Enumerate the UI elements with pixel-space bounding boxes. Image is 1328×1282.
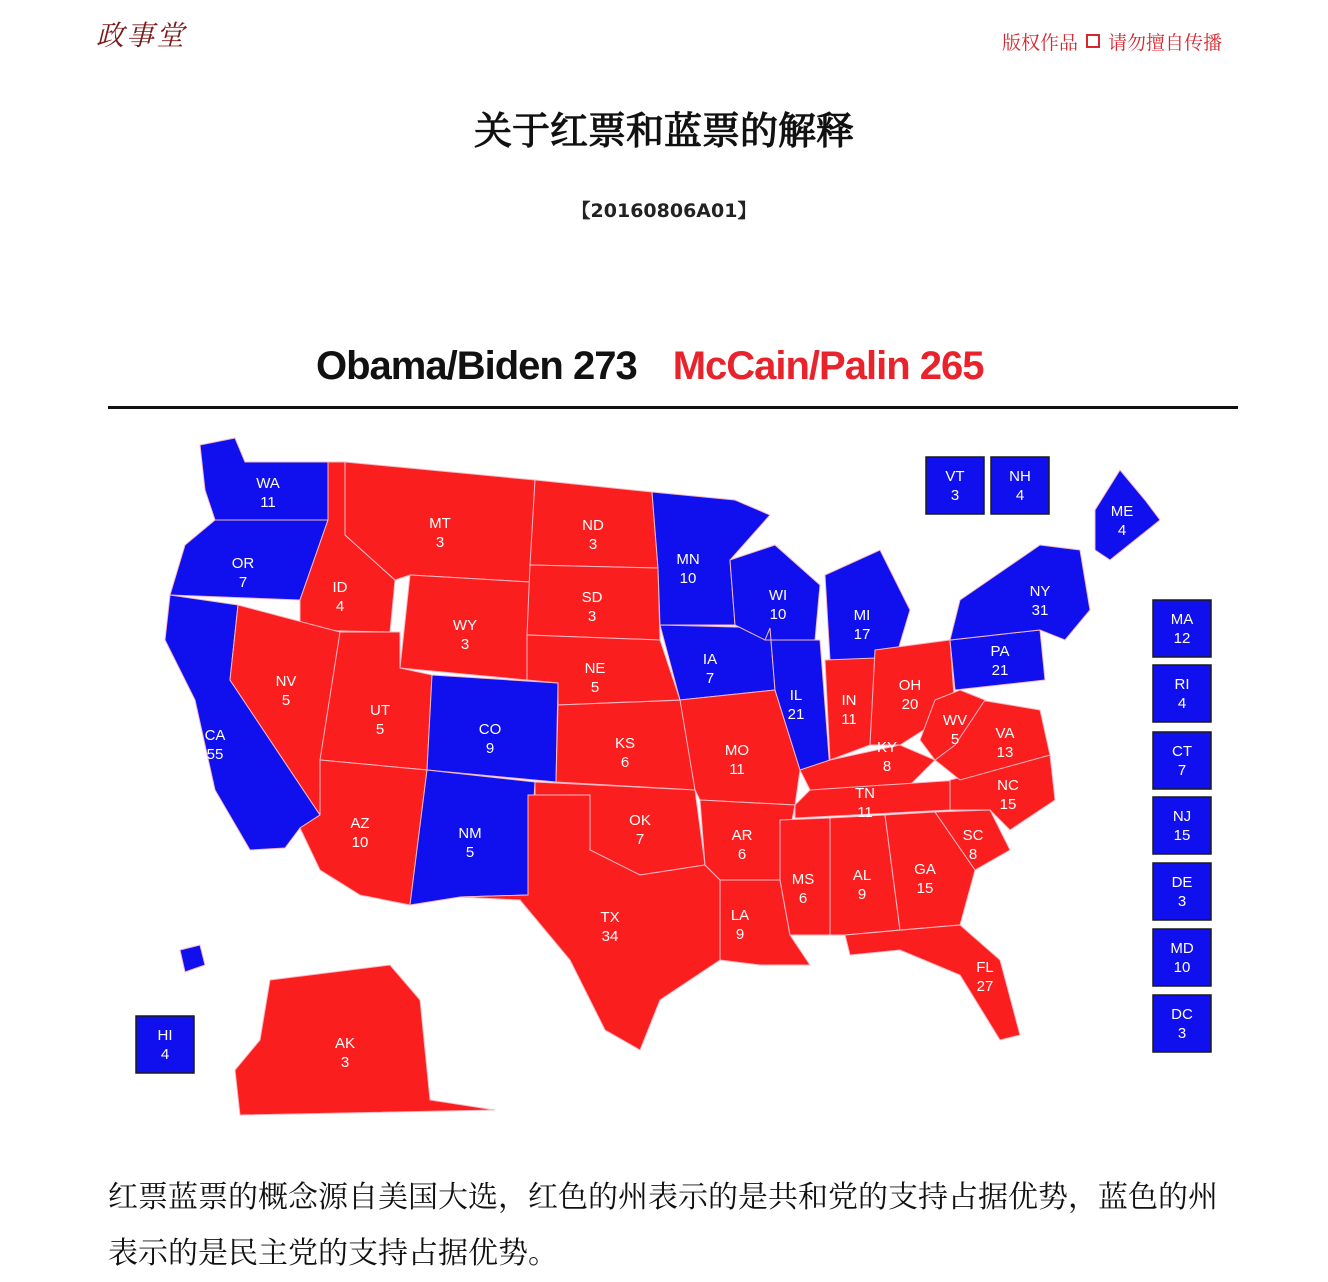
state-label-mt: MT 3 xyxy=(429,515,451,551)
state-label-wi: WI 10 xyxy=(768,587,788,623)
state-box-label-ri: RI 4 xyxy=(1174,676,1190,712)
state-label-nc: NC 15 xyxy=(997,777,1019,813)
state-box-label-vt: VT 3 xyxy=(945,468,965,504)
state-label-ia: IA 7 xyxy=(702,651,718,687)
state-label-va: VA 13 xyxy=(995,725,1015,761)
state-hi xyxy=(180,945,205,972)
state-box-label-md: MD 10 xyxy=(1170,940,1194,976)
state-label-wv: WV 5 xyxy=(942,712,968,748)
rep-total-label: McCain/Palin 265 xyxy=(672,344,984,388)
state-box-label-de: DE 3 xyxy=(1171,874,1193,910)
state-pa xyxy=(950,630,1045,690)
state-box-nj xyxy=(1153,797,1211,854)
state-box-de xyxy=(1153,863,1211,920)
state-box-label-ct: CT 7 xyxy=(1172,743,1192,779)
state-box-label-dc: DC 3 xyxy=(1171,1006,1193,1042)
state-label-nv: NV 5 xyxy=(275,673,297,709)
article-code: 【20160806A01】 xyxy=(571,200,757,222)
state-box-ri xyxy=(1153,665,1211,722)
state-fl xyxy=(845,925,1020,1040)
state-label-ks: KS 6 xyxy=(614,735,636,771)
state-label-ak: AK 3 xyxy=(334,1035,356,1071)
state-mi xyxy=(825,550,910,660)
state-label-az: AZ 10 xyxy=(350,815,370,851)
state-box-nh xyxy=(991,457,1049,514)
copyright-right-text: 请勿擅自传播 xyxy=(1108,32,1223,54)
article-caption: 红票蓝票的概念源自美国大选，红色的州表示的是共和党的支持占据优势，蓝色的州表示的是民主党的支持占据优势。 xyxy=(108,1180,1218,1271)
state-in xyxy=(825,658,875,760)
state-label-ca: CA 55 xyxy=(204,727,226,763)
dem-total-label: Obama/Biden 273 xyxy=(316,344,637,388)
state-ak xyxy=(235,965,495,1115)
state-label-mo: MO 11 xyxy=(724,742,750,778)
state-box-ct xyxy=(1153,732,1211,789)
state-box-vt xyxy=(926,457,984,514)
state-label-mn: MN 10 xyxy=(676,551,700,587)
state-box-label-hi: HI 4 xyxy=(157,1027,173,1063)
state-label-nm: NM 5 xyxy=(458,825,482,861)
state-label-la: LA 9 xyxy=(730,907,750,943)
state-box-hi xyxy=(136,1016,194,1073)
state-label-pa: PA 21 xyxy=(990,643,1010,679)
state-label-ar: AR 6 xyxy=(731,827,753,863)
site-logo: 政事堂 xyxy=(96,19,187,52)
state-label-tn: TN 11 xyxy=(855,785,875,821)
state-label-ms: MS 6 xyxy=(791,871,815,907)
state-label-ky: KY 8 xyxy=(876,739,898,775)
state-ny xyxy=(950,545,1090,640)
state-box-label-ma: MA 12 xyxy=(1170,611,1194,647)
state-label-ny: NY 31 xyxy=(1029,583,1051,619)
state-label-oh: OH 20 xyxy=(898,677,922,713)
state-box-dc xyxy=(1153,995,1211,1052)
state-label-tx: TX 34 xyxy=(600,909,620,945)
state-label-wa: WA 11 xyxy=(256,475,280,511)
state-label-mi: MI 17 xyxy=(853,607,871,643)
state-label-sc: SC 8 xyxy=(962,827,984,863)
page-title: 关于红票和蓝票的解释 xyxy=(473,109,854,153)
state-label-id: ID 4 xyxy=(332,579,348,615)
state-box-label-nj: NJ 15 xyxy=(1172,808,1192,844)
state-label-il: IL 21 xyxy=(787,687,805,723)
state-box-md xyxy=(1153,929,1211,986)
state-label-or: OR 7 xyxy=(231,555,255,591)
state-label-fl: FL 27 xyxy=(976,959,994,995)
copyright-left-text: 版权作品 xyxy=(1002,32,1079,54)
state-box-label-nh: NH 4 xyxy=(1009,468,1031,504)
state-label-al: AL 9 xyxy=(852,867,872,903)
state-label-in: IN 11 xyxy=(841,692,857,728)
state-label-ok: OK 7 xyxy=(629,812,651,848)
state-label-co: CO 9 xyxy=(478,721,502,757)
state-label-ne: NE 5 xyxy=(584,660,606,696)
state-label-ut: UT 5 xyxy=(370,702,390,738)
state-label-wy: WY 3 xyxy=(452,617,478,653)
state-label-nd: ND 3 xyxy=(582,517,604,553)
state-label-ga: GA 15 xyxy=(914,861,936,897)
state-box-ma xyxy=(1153,600,1211,657)
state-label-me: ME 4 xyxy=(1110,503,1134,539)
state-label-sd: SD 3 xyxy=(581,589,603,625)
